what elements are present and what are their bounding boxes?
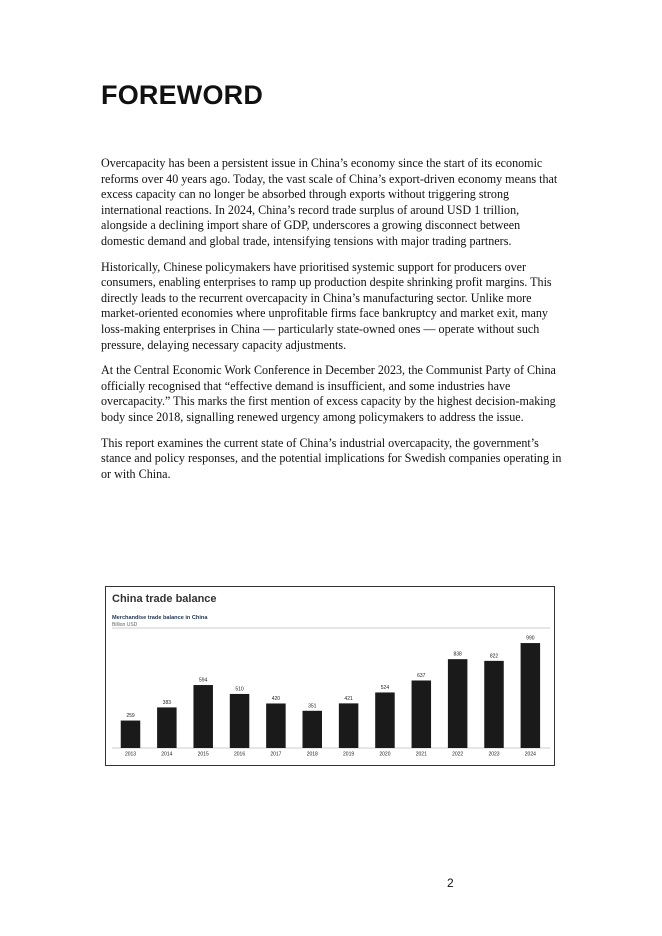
chart-canvas	[106, 587, 554, 765]
trade-balance-chart	[105, 586, 555, 766]
chart-unit-label: Billion USD	[112, 622, 138, 628]
x-tick-2016: 2016	[233, 751, 246, 758]
data-label-2021: 637	[417, 672, 426, 679]
data-label-2018: 351	[308, 703, 317, 710]
x-tick-2021: 2021	[415, 751, 427, 758]
x-tick-2013: 2013	[124, 751, 137, 758]
data-label-2014: 383	[162, 699, 172, 706]
paragraph-3: At the Central Economic Work Conference in December 2023, the Communist Party of China officially recognised that “effective demand is insufficient, and some industries have overcapacity.” This marks the first mention of excess capacity by the highest decision-making body since 2018, signalling renewed urgency among policymakers to address the issue.	[101, 363, 556, 424]
bar-2019	[339, 703, 359, 748]
chart-title: China trade balance	[112, 593, 217, 605]
data-label-2023: 822	[489, 653, 499, 660]
data-label-2020: 524	[380, 684, 390, 691]
foreword-body	[101, 156, 563, 492]
paragraph-1: Overcapacity has been a persistent issue in China’s economy since the start of its economic reforms over 40 years ago. Today, the vast scale of China’s export-driven economy means that excess capacity can no longer be absorbed through exports without triggering strong international reactions. In 2024, China’s record trade surplus of around USD 1 trillion, alongside a declining import share of GDP, underscores a growing disconnect between domestic demand and global trade, intensifying tensions with major trading partners.	[101, 156, 558, 248]
chart-subtitle: Merchandise trade balance in China	[112, 615, 208, 621]
data-label-2013: 259	[126, 713, 135, 720]
bar-2023	[484, 661, 504, 748]
x-tick-2018: 2018	[306, 751, 318, 758]
bar-2018	[303, 711, 323, 748]
x-tick-2024: 2024	[524, 751, 536, 758]
bar-2016	[230, 694, 250, 748]
bar-2013	[121, 721, 141, 748]
data-label-2015: 594	[199, 677, 208, 684]
data-label-2017: 420	[271, 695, 281, 702]
bar-2022	[448, 659, 468, 748]
bar-2021	[412, 680, 432, 748]
bar-2017	[266, 703, 286, 748]
x-tick-2022: 2022	[452, 751, 464, 758]
paragraph-2: Historically, Chinese policymakers have prioritised systemic support for producers over consumers, enabling enterprises to ramp up production despite shrinking profit margins. This directly leads to the recurrent overcapacity in China’s manufacturing sector. Unlike more market-oriented economies where unprofitable firms face bankruptcy and market exit, many loss-making enterprises in China — particularly state-owned ones — operate without such pressure, delaying necessary capacity adjustments.	[101, 259, 552, 352]
x-tick-2014: 2014	[161, 751, 173, 758]
data-label-2016: 510	[235, 686, 244, 693]
paragraph-4: This report examines the current state of China’s industrial overcapacity, the government’s stance and policy responses, and the potential implications for Swedish companies operating in or with China.	[101, 435, 562, 481]
bars-group	[121, 636, 540, 758]
x-tick-2019: 2019	[343, 751, 355, 758]
x-tick-2020: 2020	[379, 751, 391, 758]
data-label-2022: 838	[453, 651, 462, 658]
data-label-2024: 990	[526, 635, 535, 642]
x-tick-2023: 2023	[488, 751, 500, 758]
x-tick-2015: 2015	[197, 751, 209, 758]
data-label-2019: 421	[344, 695, 353, 702]
page-title: FOREWORD	[101, 80, 264, 110]
page-number: 2	[447, 876, 454, 890]
bar-2024	[521, 643, 541, 748]
bar-2014	[157, 707, 177, 748]
bar-2015	[193, 685, 213, 748]
bar-2020	[375, 692, 395, 748]
x-tick-2017: 2017	[270, 751, 282, 758]
